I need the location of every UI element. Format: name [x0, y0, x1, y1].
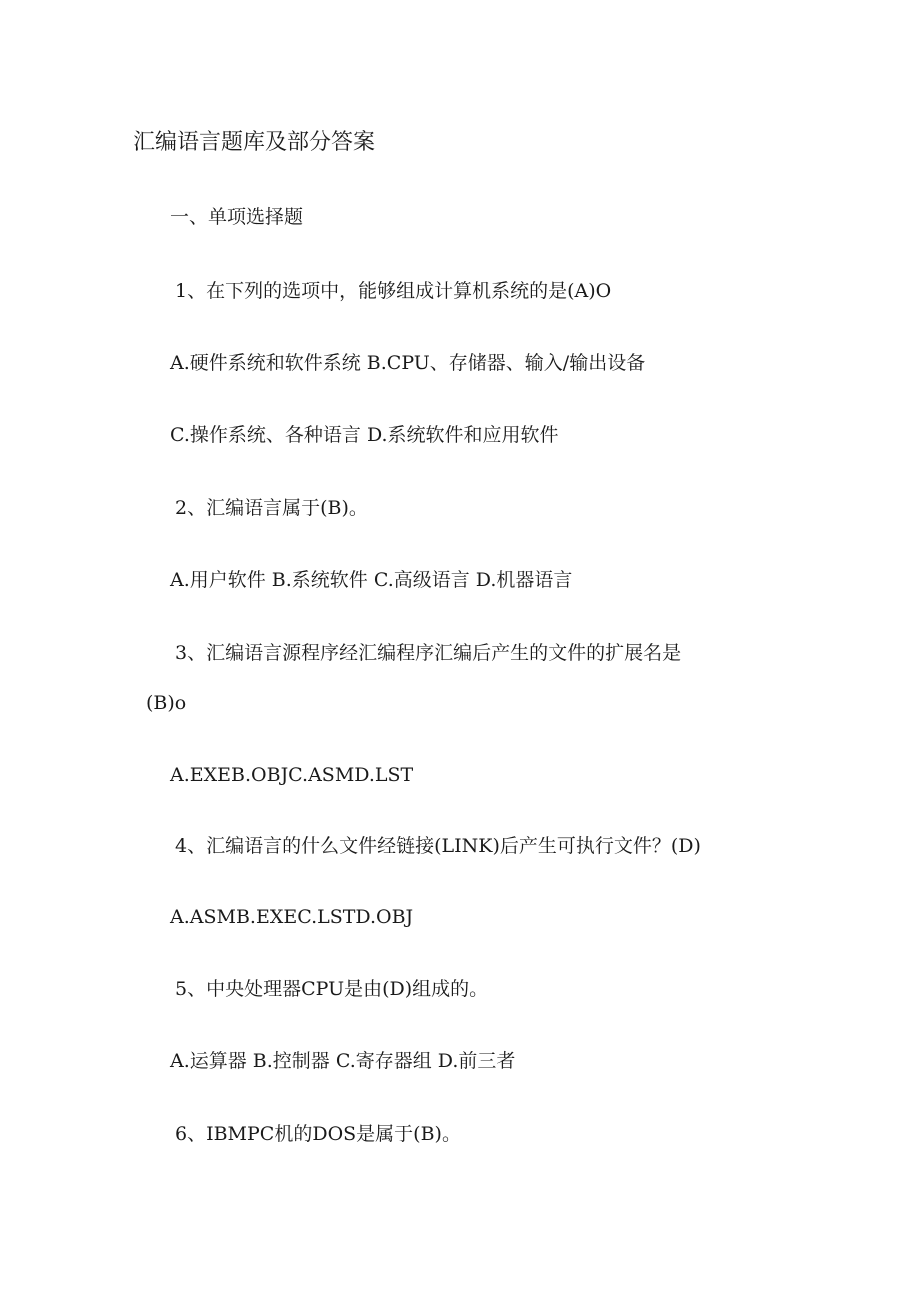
question-5: 5、中央处理器CPU是由(D)组成的。: [175, 978, 489, 1000]
question-3: 3、汇编语言源程序经汇编程序汇编后产生的文件的扩展名是: [175, 642, 682, 664]
question-5-options: A.运算器 B.控制器 C.寄存器组 D.前三者: [170, 1050, 516, 1072]
question-3-answer: (B)o: [146, 692, 187, 714]
question-2-options: A.用户软件 B.系统软件 C.高级语言 D.机器语言: [170, 569, 573, 591]
question-2: 2、汇编语言属于(B)。: [175, 497, 368, 519]
question-6: 6、IBMPC机的DOS是属于(B)。: [175, 1123, 461, 1145]
question-1: 1、在下列的选项中，能够组成计算机系统的是(A)O: [175, 280, 612, 302]
page-title: 汇编语言题库及部分答案: [133, 130, 376, 155]
question-4-options: A.ASMB.EXEC.LSTD.OBJ: [170, 906, 414, 928]
question-1-options-cd: C.操作系统、各种语言 D.系统软件和应用软件: [170, 424, 559, 446]
question-1-options-ab: A.硬件系统和软件系统 B.CPU、存储器、输入/输出设备: [170, 352, 646, 374]
question-4: 4、汇编语言的什么文件经链接(LINK)后产生可执行文件？(D): [175, 835, 701, 857]
section-heading: 一、单项选择题: [170, 206, 304, 228]
question-3-options: A.EXEB.OBJC.ASMD.LST: [170, 764, 414, 786]
